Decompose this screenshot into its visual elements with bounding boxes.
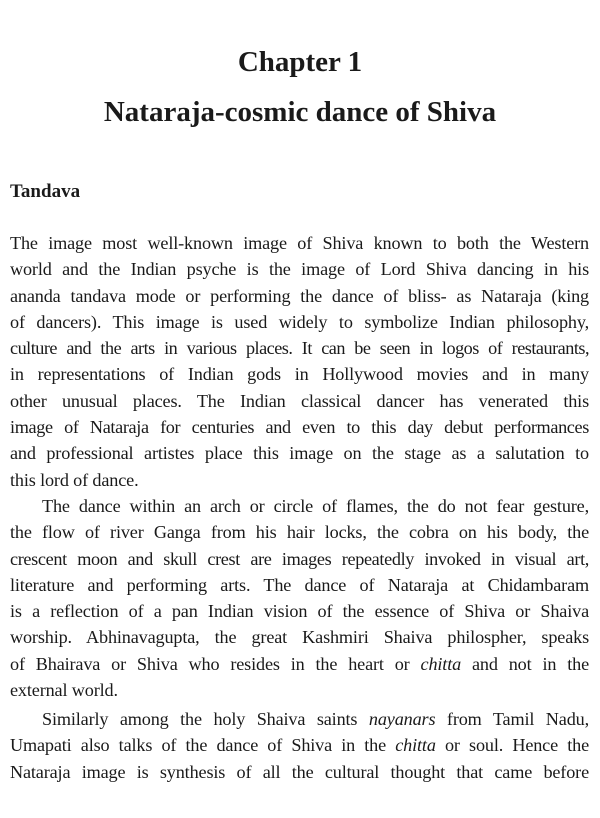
paragraph-line: world and the Indian psyche is the image of Lord Shiva dancing in his — [10, 259, 589, 280]
chapter-title: Nataraja-cosmic dance of Shiva — [103, 96, 497, 128]
italic-term: chitta — [420, 653, 462, 674]
paragraph-line-mixed — [10, 651, 589, 677]
paragraph-line: The dance within an arch or circle of flames, the do not fear gesture, — [42, 496, 589, 516]
text-run: and not in the — [461, 653, 589, 674]
paragraph-line: this lord of dance. — [10, 469, 139, 490]
paragraph-line: in representations of Indian gods in Hollywood movies and in many — [10, 364, 589, 385]
italic-term: nayanars — [368, 709, 436, 729]
italic-term: chitta — [395, 735, 436, 756]
paragraph-line: The image most well-known image of Shiva known to both the Western — [10, 233, 589, 253]
paragraph-1 — [10, 230, 589, 493]
text-run: Umapati also talks of the dance of Shiva in the — [10, 735, 387, 756]
paragraph-3 — [10, 706, 589, 785]
paragraph-line: worship. Abhinavagupta, the great Kashmiri Shaiva philospher, speaks — [10, 627, 589, 648]
text-run: or soul. Hence the — [435, 735, 589, 756]
paragraph-line: ananda tandava mode or performing the dance of bliss- as Nataraja (king — [10, 285, 589, 306]
paragraph-line-mixed — [10, 706, 589, 732]
text-run: of Bhairava or Shiva who resides in the heart or — [10, 653, 410, 674]
paragraph-line: crescent moon and skull crest are images repeatedly invoked in visual art, — [10, 548, 589, 569]
paragraph-2 — [10, 493, 589, 703]
paragraph-line: of dancers). This image is used widely to symbolize Indian philosophy, — [10, 311, 589, 332]
paragraph-line-mixed — [10, 732, 589, 758]
chapter-number: Chapter 1 — [237, 46, 363, 78]
paragraph-line: culture and the arts in various places. It can be seen in logos of restaurants, — [10, 338, 589, 359]
text-run: from Tamil Nadu, — [435, 709, 589, 729]
section-heading: Tandava — [10, 181, 81, 202]
paragraph-line: literature and performing arts. The dance of Nataraja at Chidambaram — [10, 574, 589, 595]
paragraph-line: external world. — [10, 680, 118, 701]
text-run: Similarly among the holy Shaiva saints — [42, 709, 358, 729]
paragraph-line: the flow of river Ganga from his hair locks, the cobra on his body, the — [10, 522, 589, 543]
paragraph-line: is a reflection of a pan Indian vision of the essence of Shiva or Shaiva — [10, 601, 589, 622]
paragraph-line: other unusual places. The Indian classical dancer has venerated this — [10, 390, 589, 411]
paragraph-line: image of Nataraja for centuries and even to this day debut performances — [10, 417, 589, 438]
paragraph-line: and professional artistes place this image on the stage as a salutation to — [10, 443, 589, 464]
paragraph-line: Nataraja image is synthesis of all the cultural thought that came before — [10, 761, 589, 782]
